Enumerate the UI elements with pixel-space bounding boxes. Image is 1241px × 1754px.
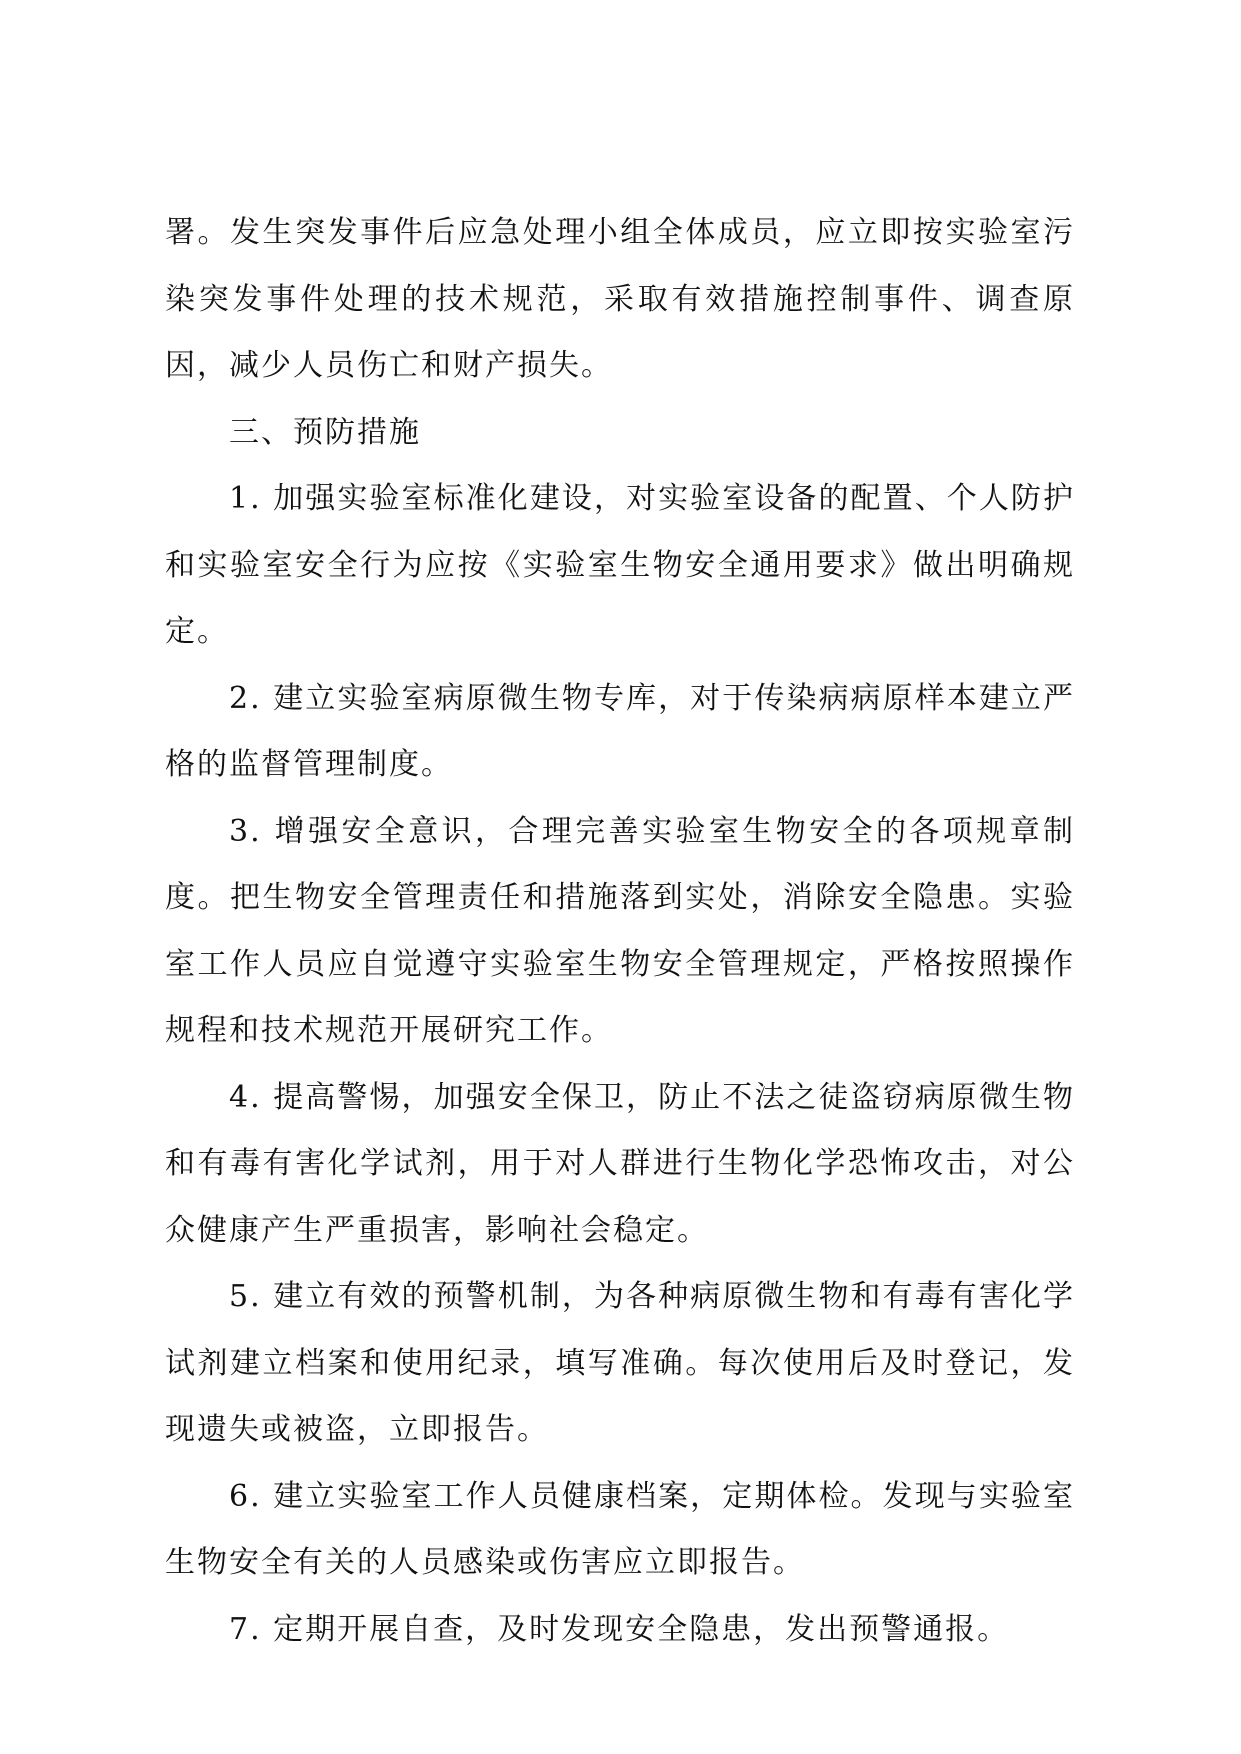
list-item-4: 4. 提高警惕，加强安全保卫，防止不法之徒盗窃病原微生物和有毒有害化学试剂，用于对人群进行生物化学恐怖攻击，对公众健康产生严重损害，影响社会稳定。 [165, 1079, 1075, 1248]
document-page [165, 200, 1075, 1663]
paragraph-continuation: 署。发生突发事件后应急处理小组全体成员，应立即按实验室污染突发事件处理的技术规范，采取有效措施控制事件、调查原因，减少人员伤亡和财产损失。 [165, 215, 1075, 383]
list-item-1: 1. 加强实验室标准化建设，对实验室设备的配置、个人防护和实验室安全行为应按《实验室生物安全通用要求》做出明确规定。 [165, 481, 1075, 649]
list-item-6: 6. 建立实验室工作人员健康档案，定期体检。发现与实验室生物安全有关的人员感染或伤害应立即报告。 [165, 1478, 1075, 1580]
list-item-5: 5. 建立有效的预警机制，为各种病原微生物和有毒有害化学试剂建立档案和使用纪录，填写准确。每次使用后及时登记，发现遗失或被盗，立即报告。 [165, 1279, 1075, 1447]
list-item-2: 2. 建立实验室病原微生物专库，对于传染病病原样本建立严格的监督管理制度。 [165, 680, 1075, 782]
section-heading-prevention: 三、预防措施 [229, 414, 421, 450]
list-item-7: 7. 定期开展自查，及时发现安全隐患，发出预警通报。 [229, 1611, 1010, 1647]
list-item-3: 3. 增强安全意识，合理完善实验室生物安全的各项规章制度。把生物安全管理责任和措施落到实处，消除安全隐患。实验室工作人员应自觉遵守实验室生物安全管理规定，严格按照操作规程和技术规范开展研究工作。 [165, 813, 1075, 1048]
